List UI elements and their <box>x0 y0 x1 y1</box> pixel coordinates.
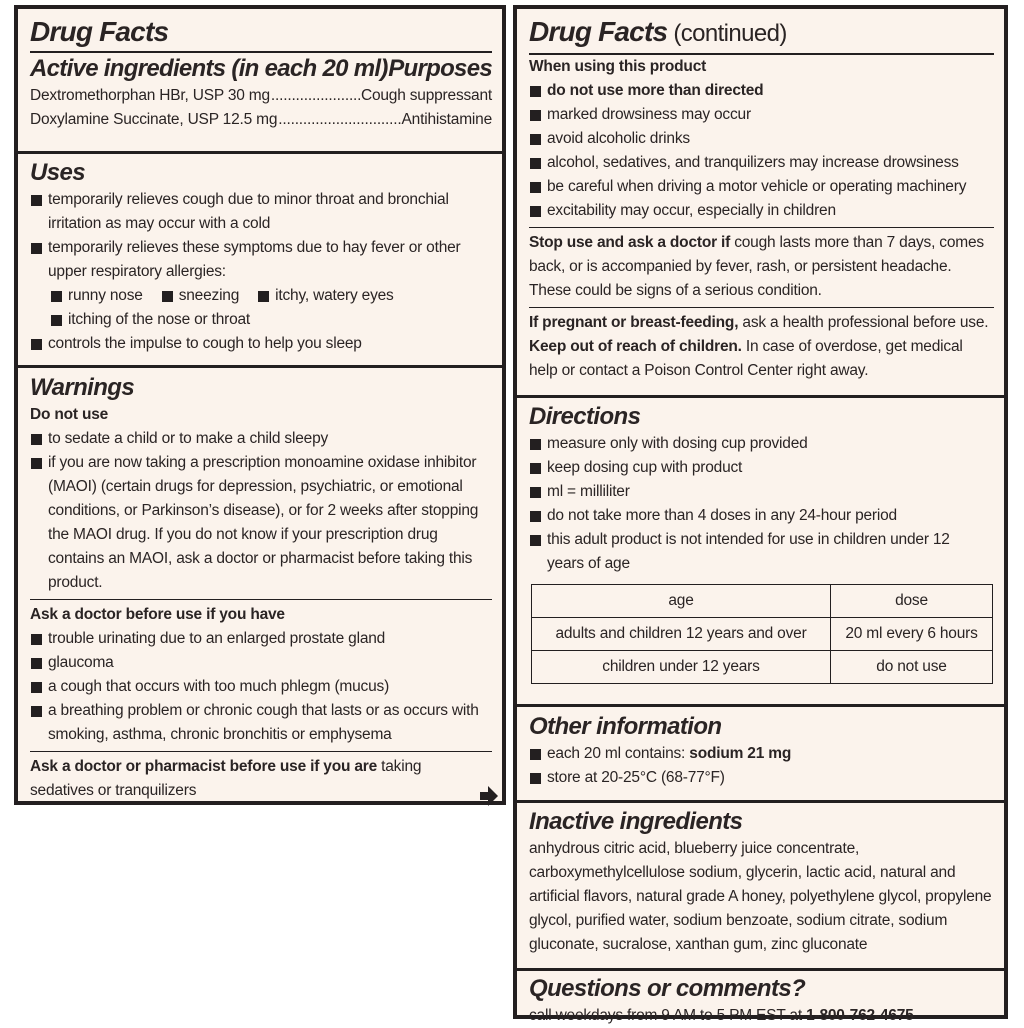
uses-section <box>18 158 502 368</box>
directions-item: keep dosing cup with product <box>529 456 994 480</box>
dosage-table <box>531 584 993 684</box>
questions-text: call weekdays from 9 AM to 5 PM EST at <box>529 1007 807 1024</box>
pregnant-block <box>529 307 994 383</box>
symptom-list <box>30 284 492 332</box>
stop-use-text: cough lasts more than 7 days, comes back, or is accompanied by fever, rash, or persistent headache. These could be signs of a serious condition. <box>529 234 984 299</box>
do-not-use-heading: Do not use <box>30 406 109 423</box>
ask-doctor-item: glaucoma <box>30 651 492 675</box>
table-cell: children under 12 years <box>532 651 831 684</box>
leader-dots <box>271 84 360 108</box>
stop-use-heading: Stop use and ask a doctor if <box>529 234 731 251</box>
ingredient-row <box>30 84 492 108</box>
ask-doctor-heading: Ask a doctor before use if you have <box>30 606 285 623</box>
when-using-item: alcohol, sedatives, and tranquilizers may increase drowsiness <box>529 151 994 175</box>
directions-item: do not take more than 4 doses in any 24-hour period <box>529 504 994 528</box>
inactive-ingredients-heading: Inactive ingredients <box>529 808 743 835</box>
questions-heading: Questions or comments? <box>529 975 806 1002</box>
inactive-ingredients-text: anhydrous citric acid, blueberry juice concentrate, carboxymethylcellulose sodium, glycerin, lactic acid, natural and artificial flavors, natural grade A honey, polyethylene glycol, propylene glycol, purified water, sodium benzoate, sodium citrate, sodium gluconate, sucralose, xanthan gum, zinc gluconate <box>529 840 992 953</box>
symptom-item: itching of the nose or throat <box>50 308 250 332</box>
ingredient-row <box>30 108 492 132</box>
ask-doctor-item: trouble urinating due to an enlarged prostate gland <box>30 627 492 651</box>
leader-dots <box>278 108 400 132</box>
when-using-item: marked drowsiness may occur <box>529 103 994 127</box>
active-ingredients-section <box>18 15 502 154</box>
panel-title: Drug Facts <box>30 16 169 47</box>
ask-doctor-item: a breathing problem or chronic cough that lasts or as occurs with smoking, asthma, chronic bronchitis or emphysema <box>30 699 492 747</box>
symptom-item: itchy, watery eyes <box>257 284 393 308</box>
ask-doctor-item: a cough that occurs with too much phlegm (mucus) <box>30 675 492 699</box>
directions-item: ml = milliliter <box>529 480 994 504</box>
ingredient-name: Doxylamine Succinate, USP 12.5 mg <box>30 111 278 128</box>
questions-section <box>517 974 1004 1028</box>
phone-number: 1-800-762-4675 <box>806 1007 914 1024</box>
ask-pharmacist-block <box>30 751 492 803</box>
uses-item: temporarily relieves cough due to minor throat and bronchial irritation as may occur with a cold <box>30 188 492 236</box>
pregnant-heading: If pregnant or breast-feeding, <box>529 314 739 331</box>
ask-pharmacist-text: taking sedatives or tranquilizers <box>30 758 422 799</box>
stop-use-block <box>529 227 994 303</box>
when-using-item: be careful when driving a motor vehicle or operating machinery <box>529 175 994 199</box>
directions-item: this adult product is not intended for use in children under 12 years of age <box>529 528 994 576</box>
when-using-heading: When using this product <box>529 58 707 75</box>
keep-out-text: In case of overdose, get medical help or contact a Poison Control Center right away. <box>529 338 963 379</box>
warnings-section <box>18 373 502 814</box>
directions-item: measure only with dosing cup provided <box>529 432 994 456</box>
panel-title-continued: (continued) <box>667 20 787 47</box>
table-header-dose: dose <box>831 585 993 618</box>
table-cell: 20 ml every 6 hours <box>831 618 993 651</box>
drug-facts-panel-left <box>14 5 506 805</box>
sodium-label: each 20 ml contains: <box>547 745 690 762</box>
symptom-item: runny nose <box>50 284 143 308</box>
drug-facts-panel-right <box>513 5 1008 1024</box>
keep-out-heading: Keep out of reach of children. <box>529 338 742 355</box>
ingredient-name: Dextromethorphan HBr, USP 30 mg <box>30 87 270 104</box>
other-information-item <box>529 742 994 766</box>
when-using-item: do not use more than directed <box>529 79 994 103</box>
uses-item: temporarily relieves these symptoms due to hay fever or other upper respiratory allergies: <box>30 236 492 284</box>
table-row <box>532 651 993 684</box>
ingredient-purpose: Antihistamine <box>401 111 492 128</box>
table-cell: adults and children 12 years and over <box>532 618 831 651</box>
table-header-age: age <box>532 585 831 618</box>
directions-heading: Directions <box>529 403 641 430</box>
questions-line <box>529 1004 994 1028</box>
inactive-ingredients-section <box>517 807 1004 971</box>
ingredient-purpose: Cough suppressant <box>360 87 492 104</box>
ask-doctor-block <box>30 599 492 747</box>
uses-heading: Uses <box>30 159 85 186</box>
when-using-item: excitability may occur, especially in children <box>529 199 994 223</box>
pregnant-text: ask a health professional before use. <box>738 314 989 331</box>
other-information-heading: Other information <box>529 713 722 740</box>
right-arrow-icon <box>480 786 498 806</box>
table-cell: do not use <box>831 651 993 684</box>
do-not-use-item: if you are now taking a prescription monoamine oxidase inhibitor (MAOI) (certain drugs for depression, psychiatric, or emotional conditions, or Parkinson’s disease), or for 2 weeks after stopping the MAOI drug. If you do not know if your prescription drug contains an MAOI, ask a doctor or pharmacist before taking this product. <box>30 451 492 595</box>
other-information-section <box>517 712 1004 803</box>
uses-item: controls the impulse to cough to help you sleep <box>30 332 492 356</box>
active-ingredients-header <box>30 51 492 84</box>
sodium-value: sodium 21 mg <box>689 745 792 762</box>
symptom-item: sneezing <box>161 284 239 308</box>
table-row <box>532 618 993 651</box>
ask-pharmacist-heading: Ask a doctor or pharmacist before use if you are <box>30 758 378 775</box>
warnings-heading: Warnings <box>30 374 135 401</box>
purposes-heading: Purposes <box>388 55 492 82</box>
active-ingredients-heading: Active ingredients (in each 20 ml) <box>30 55 388 82</box>
do-not-use-item: to sedate a child or to make a child sleepy <box>30 427 492 451</box>
directions-section <box>517 402 1004 707</box>
when-using-item: avoid alcoholic drinks <box>529 127 994 151</box>
table-row <box>532 585 993 618</box>
panel-title-main: Drug Facts <box>529 16 668 47</box>
other-information-item: store at 20-25°C (68-77°F) <box>529 766 994 790</box>
when-using-section <box>517 15 1004 398</box>
panel-title <box>529 15 994 55</box>
